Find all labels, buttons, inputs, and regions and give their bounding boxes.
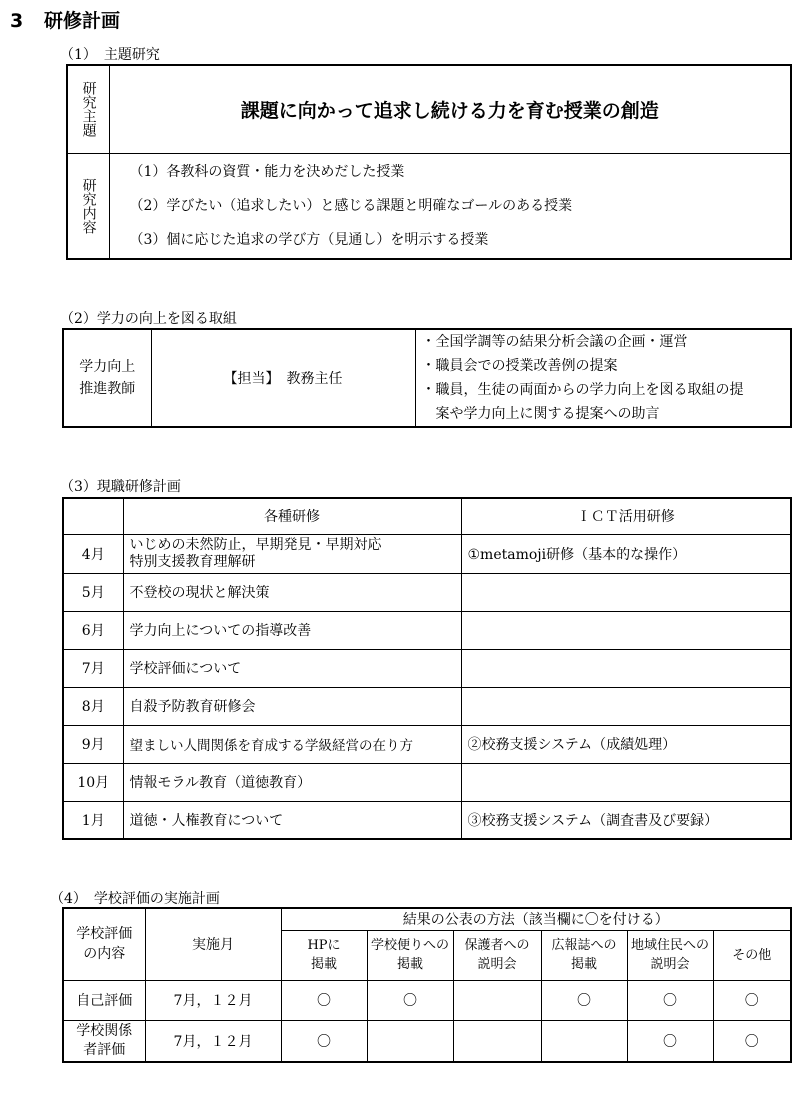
- ict-topic: [461, 763, 791, 801]
- assignee: 【担当】 教務主任: [151, 329, 415, 427]
- topic: 不登校の現状と解決策: [123, 573, 461, 611]
- mark-cell: 〇: [627, 980, 713, 1020]
- section-title: 研修計画: [44, 10, 121, 32]
- table-row: [63, 534, 791, 573]
- tasks-cell: [415, 329, 791, 427]
- ict-topic: [461, 573, 791, 611]
- content-label-cell: [67, 153, 109, 259]
- mark-cell: 〇: [281, 980, 367, 1020]
- content-item: （1）各教科の資質・能力を決めだした授業: [129, 163, 405, 180]
- method-line: 掲載: [396, 957, 423, 972]
- task-item: ・職員会での授業改善例の提案: [421, 358, 618, 374]
- training-table: [62, 497, 792, 840]
- method-line: 保護者への: [464, 938, 530, 953]
- evaluation-heading: （4） 学校評価の実施計画: [50, 891, 220, 907]
- col-ict: ＩＣＴ活用研修: [461, 498, 791, 534]
- ict-topic: ③校務支援システム（調査書及び要録）: [461, 801, 791, 839]
- table-row: [63, 763, 791, 801]
- mark-cell: [541, 1020, 627, 1062]
- table-row: [63, 649, 791, 687]
- table-row: [63, 801, 791, 839]
- role-cell: [63, 329, 151, 427]
- task-item: 案や学力向上に関する提案への助言: [435, 406, 660, 422]
- month: 10月: [63, 763, 123, 801]
- month: 1月: [63, 801, 123, 839]
- mark-cell: 〇: [627, 1020, 713, 1062]
- topic: 学力向上についての指導改善: [123, 611, 461, 649]
- method-header: [281, 930, 367, 980]
- method-line: 学校便りへの: [370, 938, 449, 953]
- contents-cell: [109, 153, 791, 259]
- mark-cell: 〇: [541, 980, 627, 1020]
- mark-cell: 〇: [281, 1020, 367, 1062]
- ict-topic: ②校務支援システム（成績処理）: [461, 725, 791, 763]
- role-line: 学力向上: [79, 359, 136, 375]
- table-row: [63, 1020, 791, 1062]
- eval-month: 7月，１２月: [145, 1020, 281, 1062]
- method-header: [367, 930, 453, 980]
- method-line: 広報誌への: [551, 938, 617, 953]
- academic-heading: （2）学力の向上を図る取組: [60, 311, 237, 327]
- mark-cell: [453, 980, 541, 1020]
- role-line: 推進教師: [79, 381, 136, 397]
- research-heading: （1） 主題研究: [60, 47, 160, 63]
- table-row: [63, 611, 791, 649]
- month: 7月: [63, 649, 123, 687]
- eval-content-cell: [63, 1020, 145, 1062]
- section-heading: [10, 6, 120, 33]
- month: 6月: [63, 611, 123, 649]
- ict-topic: [461, 687, 791, 725]
- col-methods: 結果の公表の方法（該当欄に〇を付ける）: [281, 908, 791, 930]
- month: 9月: [63, 725, 123, 763]
- topic: 特別支援教育理解研: [129, 553, 256, 570]
- task-item: ・職員，生徒の両面からの学力向上を図る取組の提: [421, 382, 744, 398]
- topic: いじめの未然防止，早期発見・早期対応: [129, 536, 382, 553]
- method-line: その他: [732, 947, 772, 963]
- col-content-cell: [63, 908, 145, 980]
- eval-content: 者評価: [83, 1041, 126, 1058]
- col-topics: 各種研修: [123, 498, 461, 534]
- method-line: 説明会: [650, 957, 690, 972]
- mark-cell: [367, 1020, 453, 1062]
- topic: 学校評価について: [123, 649, 461, 687]
- mark-cell: 〇: [713, 980, 791, 1020]
- month: 4月: [63, 534, 123, 573]
- method-line: 地域住民への: [630, 938, 709, 953]
- col-month: 実施月: [145, 908, 281, 980]
- table-row: [63, 980, 791, 1020]
- training-heading: （3）現職研修計画: [60, 479, 181, 495]
- theme-label: 研究主題: [80, 81, 97, 138]
- mark-cell: 〇: [713, 1020, 791, 1062]
- ict-topic: [461, 611, 791, 649]
- method-line: 掲載: [570, 957, 597, 972]
- evaluation-table: [62, 907, 792, 1063]
- ict-topic: [461, 649, 791, 687]
- col-content: の内容: [83, 946, 126, 963]
- method-line: HPに: [307, 938, 341, 953]
- content-label: 研究内容: [80, 177, 97, 234]
- method-header: [627, 930, 713, 980]
- topic-cell: [123, 534, 461, 573]
- research-table: [66, 64, 792, 260]
- col-content: 学校評価: [76, 926, 133, 943]
- method-header: [541, 930, 627, 980]
- eval-month: 7月，１２月: [145, 980, 281, 1020]
- task-item: ・全国学調等の結果分析会議の企画・運営: [421, 334, 688, 350]
- theme-label-cell: [67, 65, 109, 153]
- topic: 道徳・人権教育について: [123, 801, 461, 839]
- topic: 情報モラル教育（道徳教育）: [123, 763, 461, 801]
- table-row: [63, 725, 791, 763]
- month: 8月: [63, 687, 123, 725]
- header-blank: [63, 498, 123, 534]
- table-row: [63, 687, 791, 725]
- content-item: （3）個に応じた追求の学び方（見通し）を明示する授業: [129, 231, 489, 248]
- method-header: [713, 930, 791, 980]
- mark-cell: [453, 1020, 541, 1062]
- table-row: [63, 573, 791, 611]
- content-item: （2）学びたい（追求したい）と感じる課題と明確なゴールのある授業: [129, 197, 573, 214]
- ict-topic: ①metamoji研修（基本的な操作）: [461, 534, 791, 573]
- month: 5月: [63, 573, 123, 611]
- research-theme: 課題に向かって追求し続ける力を育む授業の創造: [109, 65, 791, 153]
- topic: 望ましい人間関係を育成する学級経営の在り方: [123, 725, 461, 763]
- topic: 自殺予防教育研修会: [123, 687, 461, 725]
- academic-table: [62, 328, 792, 428]
- method-line: 説明会: [477, 957, 517, 972]
- mark-cell: 〇: [367, 980, 453, 1020]
- method-line: 掲載: [310, 957, 337, 972]
- section-number: 3: [10, 10, 24, 32]
- eval-content: 自己評価: [63, 980, 145, 1020]
- method-header: [453, 930, 541, 980]
- eval-content: 学校関係: [76, 1022, 133, 1039]
